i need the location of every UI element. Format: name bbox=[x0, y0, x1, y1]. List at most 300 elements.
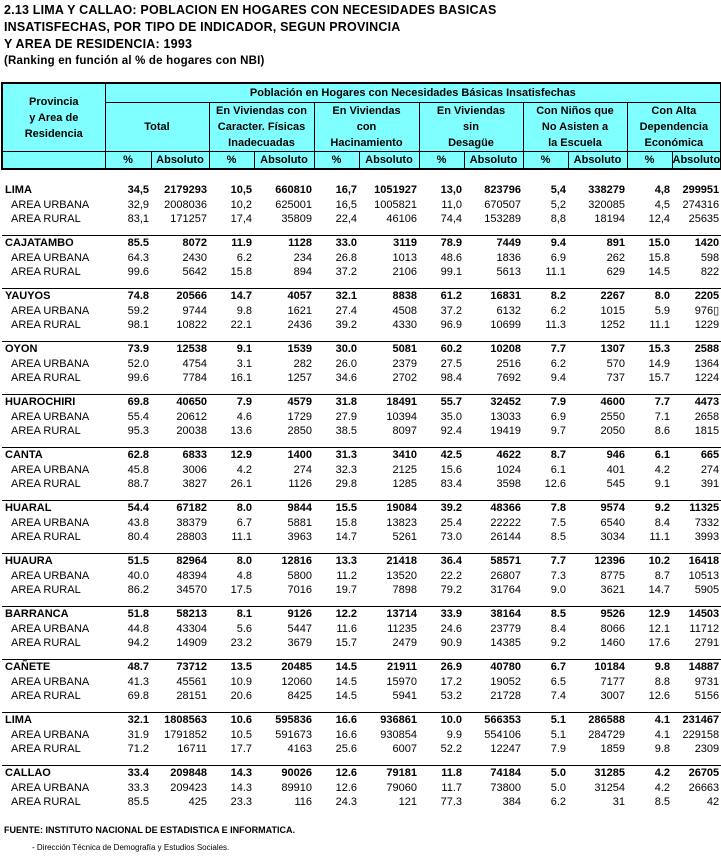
abs-cell: 48366 bbox=[490, 502, 521, 514]
pct-cell: 7.3 bbox=[550, 569, 566, 582]
pct-cell: 9.4 bbox=[550, 372, 566, 384]
abs-cell: 8838 bbox=[392, 290, 417, 302]
pct-cell: 33.9 bbox=[440, 608, 462, 620]
pct-cell: 14.3 bbox=[230, 767, 252, 779]
row-label: AREA RURAL bbox=[11, 637, 81, 649]
abs-cell: 12538 bbox=[176, 343, 207, 355]
pct-cell: 60.2 bbox=[440, 343, 462, 355]
pct-cell: 9.2 bbox=[654, 502, 670, 514]
abs-cell: 8072 bbox=[182, 237, 207, 249]
abs-cell: 6007 bbox=[392, 743, 417, 755]
pct-cell: 69.8 bbox=[127, 690, 149, 702]
pct-cell: 4.2 bbox=[236, 463, 252, 476]
abs-cell: 1621 bbox=[287, 304, 312, 317]
abs-cell: 2379 bbox=[392, 357, 417, 370]
abs-cell: 7177 bbox=[600, 675, 625, 688]
title-note: (Ranking en función al % de hogares con NBI) bbox=[4, 55, 265, 67]
pct-cell: 11.9 bbox=[231, 237, 252, 249]
abs-cell: 7898 bbox=[392, 584, 417, 596]
abs-cell: 4579 bbox=[287, 396, 312, 408]
abs-cell: 1285 bbox=[392, 478, 417, 490]
abs-cell: 35809 bbox=[281, 213, 312, 225]
pct-cell: 34,5 bbox=[127, 184, 149, 196]
pct-cell: 51.5 bbox=[127, 555, 149, 567]
pct-cell: 96.9 bbox=[440, 319, 462, 331]
pct-cell: 64.3 bbox=[127, 251, 149, 264]
pct-cell: 55.7 bbox=[440, 396, 462, 408]
area-row bbox=[2, 689, 721, 704]
section-divider bbox=[2, 227, 721, 236]
abs-cell: 2430 bbox=[182, 251, 207, 264]
abs-cell: 18491 bbox=[386, 396, 417, 408]
pct-cell: 95.3 bbox=[127, 425, 149, 437]
row-label: HUARAL bbox=[5, 502, 52, 514]
pct-cell: 10,2 bbox=[230, 198, 252, 211]
abs-cell: 11712 bbox=[689, 622, 720, 635]
pct-cell: 4,5 bbox=[654, 198, 670, 211]
pct-cell: 26.9 bbox=[440, 661, 462, 673]
pct-cell: 7.9 bbox=[550, 743, 566, 755]
abs-cell: 1005821 bbox=[374, 198, 417, 211]
abs-cell: 4057 bbox=[287, 290, 312, 302]
abs-cell: 554106 bbox=[484, 728, 521, 741]
pct-cell: 6.7 bbox=[236, 516, 252, 529]
row-label: CANTA bbox=[5, 449, 43, 461]
abs-cell: 1252 bbox=[600, 319, 625, 331]
pct-cell: 35.0 bbox=[440, 410, 462, 423]
pct-cell: 98.1 bbox=[127, 319, 149, 331]
abs-cell: 425 bbox=[188, 796, 207, 808]
abs-cell: 28803 bbox=[176, 531, 207, 543]
abs-cell: 1808563 bbox=[164, 714, 207, 726]
abs-cell: 823796 bbox=[484, 184, 521, 196]
pct-cell: 8.0 bbox=[236, 555, 252, 567]
table-body bbox=[2, 169, 721, 810]
abs-cell: 82964 bbox=[176, 555, 207, 567]
abs-cell: 1836 bbox=[496, 251, 521, 264]
pct-cell: 45.8 bbox=[127, 463, 149, 476]
abs-cell: 5881 bbox=[287, 516, 312, 529]
abs-cell: 5081 bbox=[392, 343, 417, 355]
pct-cell: 5.9 bbox=[654, 304, 670, 317]
abs-cell: 8066 bbox=[600, 622, 625, 635]
pct-cell: 40.0 bbox=[127, 569, 149, 582]
pct-cell: 6.1 bbox=[550, 463, 566, 476]
pct-cell: 32.3 bbox=[335, 463, 357, 476]
pct-cell: 7.4 bbox=[550, 690, 566, 702]
row-label: AREA RURAL bbox=[11, 319, 81, 331]
pct-cell: 14.3 bbox=[230, 781, 252, 794]
abs-cell: 262 bbox=[606, 251, 625, 264]
abs-cell: 8425 bbox=[287, 690, 312, 702]
abs-cell: 8775 bbox=[600, 569, 625, 582]
abs-cell: 282 bbox=[293, 357, 312, 370]
pct-cell: 8.5 bbox=[654, 796, 670, 808]
abs-cell: 10208 bbox=[490, 343, 521, 355]
abs-cell: 12816 bbox=[281, 555, 312, 567]
abs-cell: 4754 bbox=[182, 357, 207, 370]
abs-cell: 7784 bbox=[182, 372, 207, 384]
abs-cell: 116 bbox=[294, 796, 312, 808]
area-row bbox=[2, 675, 721, 690]
abs-cell: 67182 bbox=[176, 502, 207, 514]
abs-cell: 5156 bbox=[694, 690, 720, 702]
pct-cell: 6.2 bbox=[550, 304, 566, 317]
pct-cell: 8.4 bbox=[550, 622, 566, 635]
pct-cell: 99.6 bbox=[127, 372, 149, 384]
pct-cell: 6.2 bbox=[550, 796, 566, 808]
pct-cell: 85.5 bbox=[127, 237, 149, 249]
abs-cell: 384 bbox=[502, 796, 521, 808]
abs-cell: 19084 bbox=[386, 502, 417, 514]
pct-cell: 44.8 bbox=[127, 622, 149, 635]
abs-cell: 2106 bbox=[392, 266, 417, 278]
abs-cell: 1364 bbox=[694, 357, 720, 370]
abs-cell: 11325 bbox=[689, 502, 720, 514]
pct-cell: 29.8 bbox=[335, 478, 357, 490]
abs-cell: 16711 bbox=[177, 743, 207, 755]
pct-cell: 5,2 bbox=[550, 198, 566, 211]
area-row bbox=[2, 781, 721, 796]
abs-cell: 14503 bbox=[688, 608, 720, 620]
abs-cell: 595836 bbox=[275, 714, 312, 726]
title-line-1: 2.13 LIMA Y CALLAO: POBLACION EN HOGARES CON NECESIDADES BASICAS bbox=[4, 3, 497, 17]
abs-cell: 234 bbox=[293, 251, 312, 264]
pct-cell: 31.3 bbox=[335, 449, 357, 461]
area-row bbox=[2, 251, 721, 266]
pct-cell: 4.8 bbox=[236, 569, 252, 582]
pct-cell: 4.2 bbox=[654, 767, 670, 779]
abs-cell: 2309 bbox=[694, 743, 720, 755]
abs-cell: 4600 bbox=[600, 396, 625, 408]
abs-cell: 43304 bbox=[176, 622, 207, 635]
area-row bbox=[2, 728, 721, 743]
pct-cell: 7.5 bbox=[550, 516, 566, 529]
abs-cell: 12060 bbox=[281, 675, 312, 688]
abs-cell: 2550 bbox=[600, 410, 625, 423]
pct-cell: 32.1 bbox=[335, 290, 357, 302]
abs-cell: 2702 bbox=[392, 372, 417, 384]
row-label: AREA RURAL bbox=[11, 743, 81, 755]
abs-cell: 2008036 bbox=[164, 198, 207, 211]
abs-cell: 9126 bbox=[287, 608, 312, 620]
pct-cell: 83.4 bbox=[440, 478, 462, 490]
area-row bbox=[2, 477, 721, 492]
pct-cell: 27.5 bbox=[440, 357, 462, 370]
abs-cell: 26144 bbox=[490, 531, 521, 543]
pct-cell: 17.5 bbox=[230, 584, 252, 596]
area-row bbox=[2, 424, 721, 439]
province-row bbox=[2, 607, 721, 622]
header-column-3: En Viviendas sin Desagüe bbox=[419, 103, 523, 152]
row-label: AREA URBANA bbox=[11, 622, 90, 635]
abs-cell: 660810 bbox=[275, 184, 312, 196]
pct-cell: 69.8 bbox=[127, 396, 149, 408]
abs-cell: 13520 bbox=[386, 569, 417, 582]
abs-cell: 737 bbox=[606, 372, 625, 384]
pct-cell: 12.9 bbox=[230, 449, 252, 461]
abs-cell: 40650 bbox=[176, 396, 207, 408]
abs-cell: 3621 bbox=[600, 584, 625, 596]
pct-cell: 7.1 bbox=[654, 410, 670, 423]
source-detail: - Dirección Técnica de Demografía y Estudios Sociales. bbox=[32, 843, 230, 852]
abs-cell: 545 bbox=[606, 478, 625, 490]
abs-cell: 21418 bbox=[386, 555, 417, 567]
pct-cell: 8.5 bbox=[550, 531, 566, 543]
pct-cell: 22,4 bbox=[335, 213, 357, 225]
abs-cell: 19419 bbox=[490, 425, 521, 437]
row-label: AREA URBANA bbox=[11, 675, 90, 688]
pct-cell: 8.4 bbox=[654, 516, 670, 529]
abs-cell: 1729 bbox=[287, 410, 312, 423]
pct-cell: 14.7 bbox=[648, 584, 670, 596]
pct-cell: 52.0 bbox=[127, 357, 149, 370]
pct-cell: 11.6 bbox=[336, 622, 357, 635]
pct-cell: 14.7 bbox=[230, 290, 252, 302]
abs-cell: 13714 bbox=[386, 608, 417, 620]
pct-cell: 32.1 bbox=[127, 714, 149, 726]
pct-cell: 6.9 bbox=[550, 251, 566, 264]
pct-cell: 34.6 bbox=[335, 372, 357, 384]
abs-cell: 3006 bbox=[182, 463, 207, 476]
area-row bbox=[2, 212, 721, 227]
area-row bbox=[2, 742, 721, 757]
row-label: AREA URBANA bbox=[11, 304, 90, 317]
pct-cell: 4.2 bbox=[654, 781, 670, 794]
row-label: AREA URBANA bbox=[11, 569, 90, 582]
abs-cell: 2516 bbox=[496, 357, 521, 370]
abs-cell: 6540 bbox=[600, 516, 625, 529]
pct-cell: 3.1 bbox=[236, 357, 252, 370]
section-divider bbox=[2, 280, 721, 289]
abs-cell: 5261 bbox=[392, 531, 417, 543]
province-row bbox=[2, 289, 721, 304]
abs-cell: 3034 bbox=[600, 531, 625, 543]
row-label: AREA RURAL bbox=[11, 478, 81, 490]
pct-cell: 26.1 bbox=[230, 478, 252, 490]
pct-cell: 10,5 bbox=[230, 184, 252, 196]
abs-cell: 2588 bbox=[694, 343, 720, 355]
province-row bbox=[2, 501, 721, 516]
pct-cell: 16,5 bbox=[335, 198, 357, 211]
province-row bbox=[2, 183, 721, 198]
area-row bbox=[2, 265, 721, 280]
abs-cell: 79181 bbox=[386, 767, 417, 779]
pct-cell: 11.1 bbox=[231, 531, 252, 543]
row-label: AREA RURAL bbox=[11, 796, 81, 808]
pct-cell: 4.1 bbox=[654, 728, 670, 741]
abs-cell: 598 bbox=[700, 251, 720, 264]
section-divider bbox=[2, 651, 721, 660]
abs-cell: 3598 bbox=[496, 478, 521, 490]
pct-cell: 8.7 bbox=[550, 449, 566, 461]
abs-cell: 31 bbox=[612, 796, 625, 808]
pct-cell: 55.4 bbox=[127, 410, 149, 423]
pct-cell: 25.6 bbox=[335, 743, 357, 755]
abs-cell: 38164 bbox=[490, 608, 521, 620]
pct-cell: 30.0 bbox=[335, 343, 357, 355]
abs-cell: 274316 bbox=[682, 198, 720, 211]
pct-cell: 17.6 bbox=[648, 637, 670, 649]
abs-cell: 31254 bbox=[594, 781, 625, 794]
pct-cell: 8.0 bbox=[654, 290, 670, 302]
abs-cell: 90026 bbox=[281, 767, 312, 779]
pct-cell: 13.3 bbox=[335, 555, 357, 567]
header-pct: % bbox=[523, 152, 568, 170]
pct-cell: 9.0 bbox=[550, 584, 566, 596]
header-column-1: En Viviendas con Caracter. Físicas Inadecuadas bbox=[209, 103, 314, 152]
abs-cell: 10699 bbox=[490, 319, 521, 331]
abs-cell: 320085 bbox=[588, 198, 625, 211]
pct-cell: 73.9 bbox=[127, 343, 149, 355]
abs-cell: 38379 bbox=[176, 516, 207, 529]
province-row bbox=[2, 395, 721, 410]
row-label: CALLAO bbox=[5, 767, 51, 779]
pct-cell: 10.2 bbox=[648, 555, 670, 567]
pct-cell: 23.3 bbox=[230, 796, 252, 808]
pct-cell: 15.8 bbox=[335, 516, 357, 529]
abs-cell: 13823 bbox=[386, 516, 417, 529]
pct-cell: 15.7 bbox=[335, 637, 357, 649]
abs-cell: 7692 bbox=[496, 372, 521, 384]
abs-cell: 89910 bbox=[281, 781, 312, 794]
pct-cell: 51.8 bbox=[127, 608, 149, 620]
area-row bbox=[2, 357, 721, 372]
abs-cell: 1420 bbox=[694, 237, 720, 249]
abs-cell: 566353 bbox=[484, 714, 521, 726]
abs-cell: 1815 bbox=[694, 425, 720, 437]
abs-cell: 20566 bbox=[176, 290, 207, 302]
pct-cell: 4,8 bbox=[654, 184, 670, 196]
abs-cell: 21728 bbox=[490, 690, 521, 702]
abs-cell: 26807 bbox=[490, 569, 521, 582]
abs-cell: 32452 bbox=[490, 396, 521, 408]
abs-cell: 2267 bbox=[600, 290, 625, 302]
abs-cell: 4330 bbox=[392, 319, 417, 331]
pct-cell: 9.9 bbox=[446, 728, 462, 741]
section-divider bbox=[2, 386, 721, 395]
row-label: HUAURA bbox=[5, 555, 53, 567]
pct-cell: 9.1 bbox=[654, 478, 670, 490]
pct-cell: 99.1 bbox=[440, 266, 462, 278]
pct-cell: 7.9 bbox=[550, 396, 566, 408]
pct-cell: 37.2 bbox=[335, 266, 357, 278]
pct-cell: 37.2 bbox=[440, 304, 462, 317]
section-divider bbox=[2, 704, 721, 713]
abs-cell: 2791 bbox=[694, 637, 720, 649]
pct-cell: 92.4 bbox=[440, 425, 462, 437]
pct-cell: 33.3 bbox=[127, 781, 149, 794]
pct-cell: 8.8 bbox=[654, 675, 670, 688]
pct-cell: 62.8 bbox=[127, 449, 149, 461]
abs-cell: 670507 bbox=[484, 198, 521, 211]
pct-cell: 15.3 bbox=[648, 343, 670, 355]
abs-cell: 6833 bbox=[182, 449, 207, 461]
row-label: AREA RURAL bbox=[11, 531, 81, 543]
abs-cell: 73712 bbox=[176, 661, 207, 673]
pct-cell: 11.3 bbox=[545, 319, 566, 331]
pct-cell: 7.7 bbox=[550, 343, 566, 355]
pct-cell: 13,0 bbox=[440, 184, 462, 196]
pct-cell: 9.7 bbox=[550, 425, 566, 437]
section-divider bbox=[2, 545, 721, 554]
abs-cell: 5905 bbox=[694, 584, 720, 596]
pct-cell: 24.3 bbox=[335, 796, 357, 808]
abs-cell: 3963 bbox=[287, 531, 312, 543]
abs-cell: 1024 bbox=[496, 463, 521, 476]
abs-cell: 48394 bbox=[176, 569, 207, 582]
abs-cell: 3119 bbox=[393, 237, 417, 249]
abs-cell: 9574 bbox=[600, 502, 625, 514]
row-label: CAÑETE bbox=[5, 661, 51, 673]
header-abs: Absoluto bbox=[359, 152, 419, 170]
pct-cell: 9.1 bbox=[236, 343, 252, 355]
row-label: CAJATAMBO bbox=[5, 237, 74, 249]
pct-cell: 16.6 bbox=[335, 714, 357, 726]
pct-cell: 36.4 bbox=[440, 555, 462, 567]
abs-cell: 209848 bbox=[170, 767, 207, 779]
pct-cell: 27.4 bbox=[335, 304, 357, 317]
pct-cell: 15.8 bbox=[230, 266, 252, 278]
pct-cell: 11.8 bbox=[441, 767, 462, 779]
pct-cell: 98.4 bbox=[440, 372, 462, 384]
pct-cell: 7.8 bbox=[550, 502, 566, 514]
abs-cell: 74184 bbox=[490, 767, 521, 779]
abs-cell: 40780 bbox=[490, 661, 521, 673]
pct-cell: 11.1 bbox=[649, 319, 670, 331]
abs-cell: 79060 bbox=[386, 781, 417, 794]
abs-cell: 3679 bbox=[287, 637, 312, 649]
pct-cell: 53.2 bbox=[440, 690, 462, 702]
pct-cell: 25.4 bbox=[440, 516, 462, 529]
row-label: AREA URBANA bbox=[11, 463, 90, 476]
province-row bbox=[2, 554, 721, 569]
header-abs: Absoluto bbox=[568, 152, 627, 170]
spacer bbox=[2, 169, 721, 183]
abs-cell: 21911 bbox=[387, 661, 417, 673]
abs-cell: 171257 bbox=[170, 213, 207, 225]
abs-cell: 401 bbox=[606, 463, 625, 476]
abs-cell: 15970 bbox=[386, 675, 417, 688]
header-row-label: Provincia y Area de Residencia bbox=[2, 83, 105, 152]
row-label: AREA URBANA bbox=[11, 728, 90, 741]
pct-cell: 33.0 bbox=[335, 237, 357, 249]
abs-cell: 58571 bbox=[490, 555, 521, 567]
pct-cell: 99.6 bbox=[127, 266, 149, 278]
abs-cell: 1257 bbox=[287, 372, 312, 384]
row-label: AREA RURAL bbox=[11, 425, 81, 437]
pct-cell: 8,8 bbox=[550, 213, 566, 225]
pct-cell: 16.1 bbox=[230, 372, 252, 384]
pct-cell: 4.1 bbox=[654, 714, 670, 726]
abs-cell: 26663 bbox=[688, 781, 720, 794]
pct-cell: 23.2 bbox=[230, 637, 252, 649]
pct-cell: 54.4 bbox=[127, 502, 149, 514]
header-pct: % bbox=[627, 152, 672, 170]
pct-cell: 11.1 bbox=[649, 531, 670, 543]
abs-cell: 9731 bbox=[694, 675, 720, 688]
row-label: LIMA bbox=[5, 714, 32, 726]
section-divider bbox=[2, 333, 721, 342]
pct-cell: 83,1 bbox=[127, 213, 149, 225]
abs-cell: 4508 bbox=[392, 304, 417, 317]
pct-cell: 39.2 bbox=[440, 502, 462, 514]
pct-cell: 12.6 bbox=[648, 690, 670, 702]
abs-cell: 894 bbox=[293, 266, 312, 278]
abs-cell: 4473 bbox=[694, 396, 720, 408]
pct-cell: 6.9 bbox=[550, 410, 566, 423]
pct-cell: 8.6 bbox=[654, 425, 670, 437]
